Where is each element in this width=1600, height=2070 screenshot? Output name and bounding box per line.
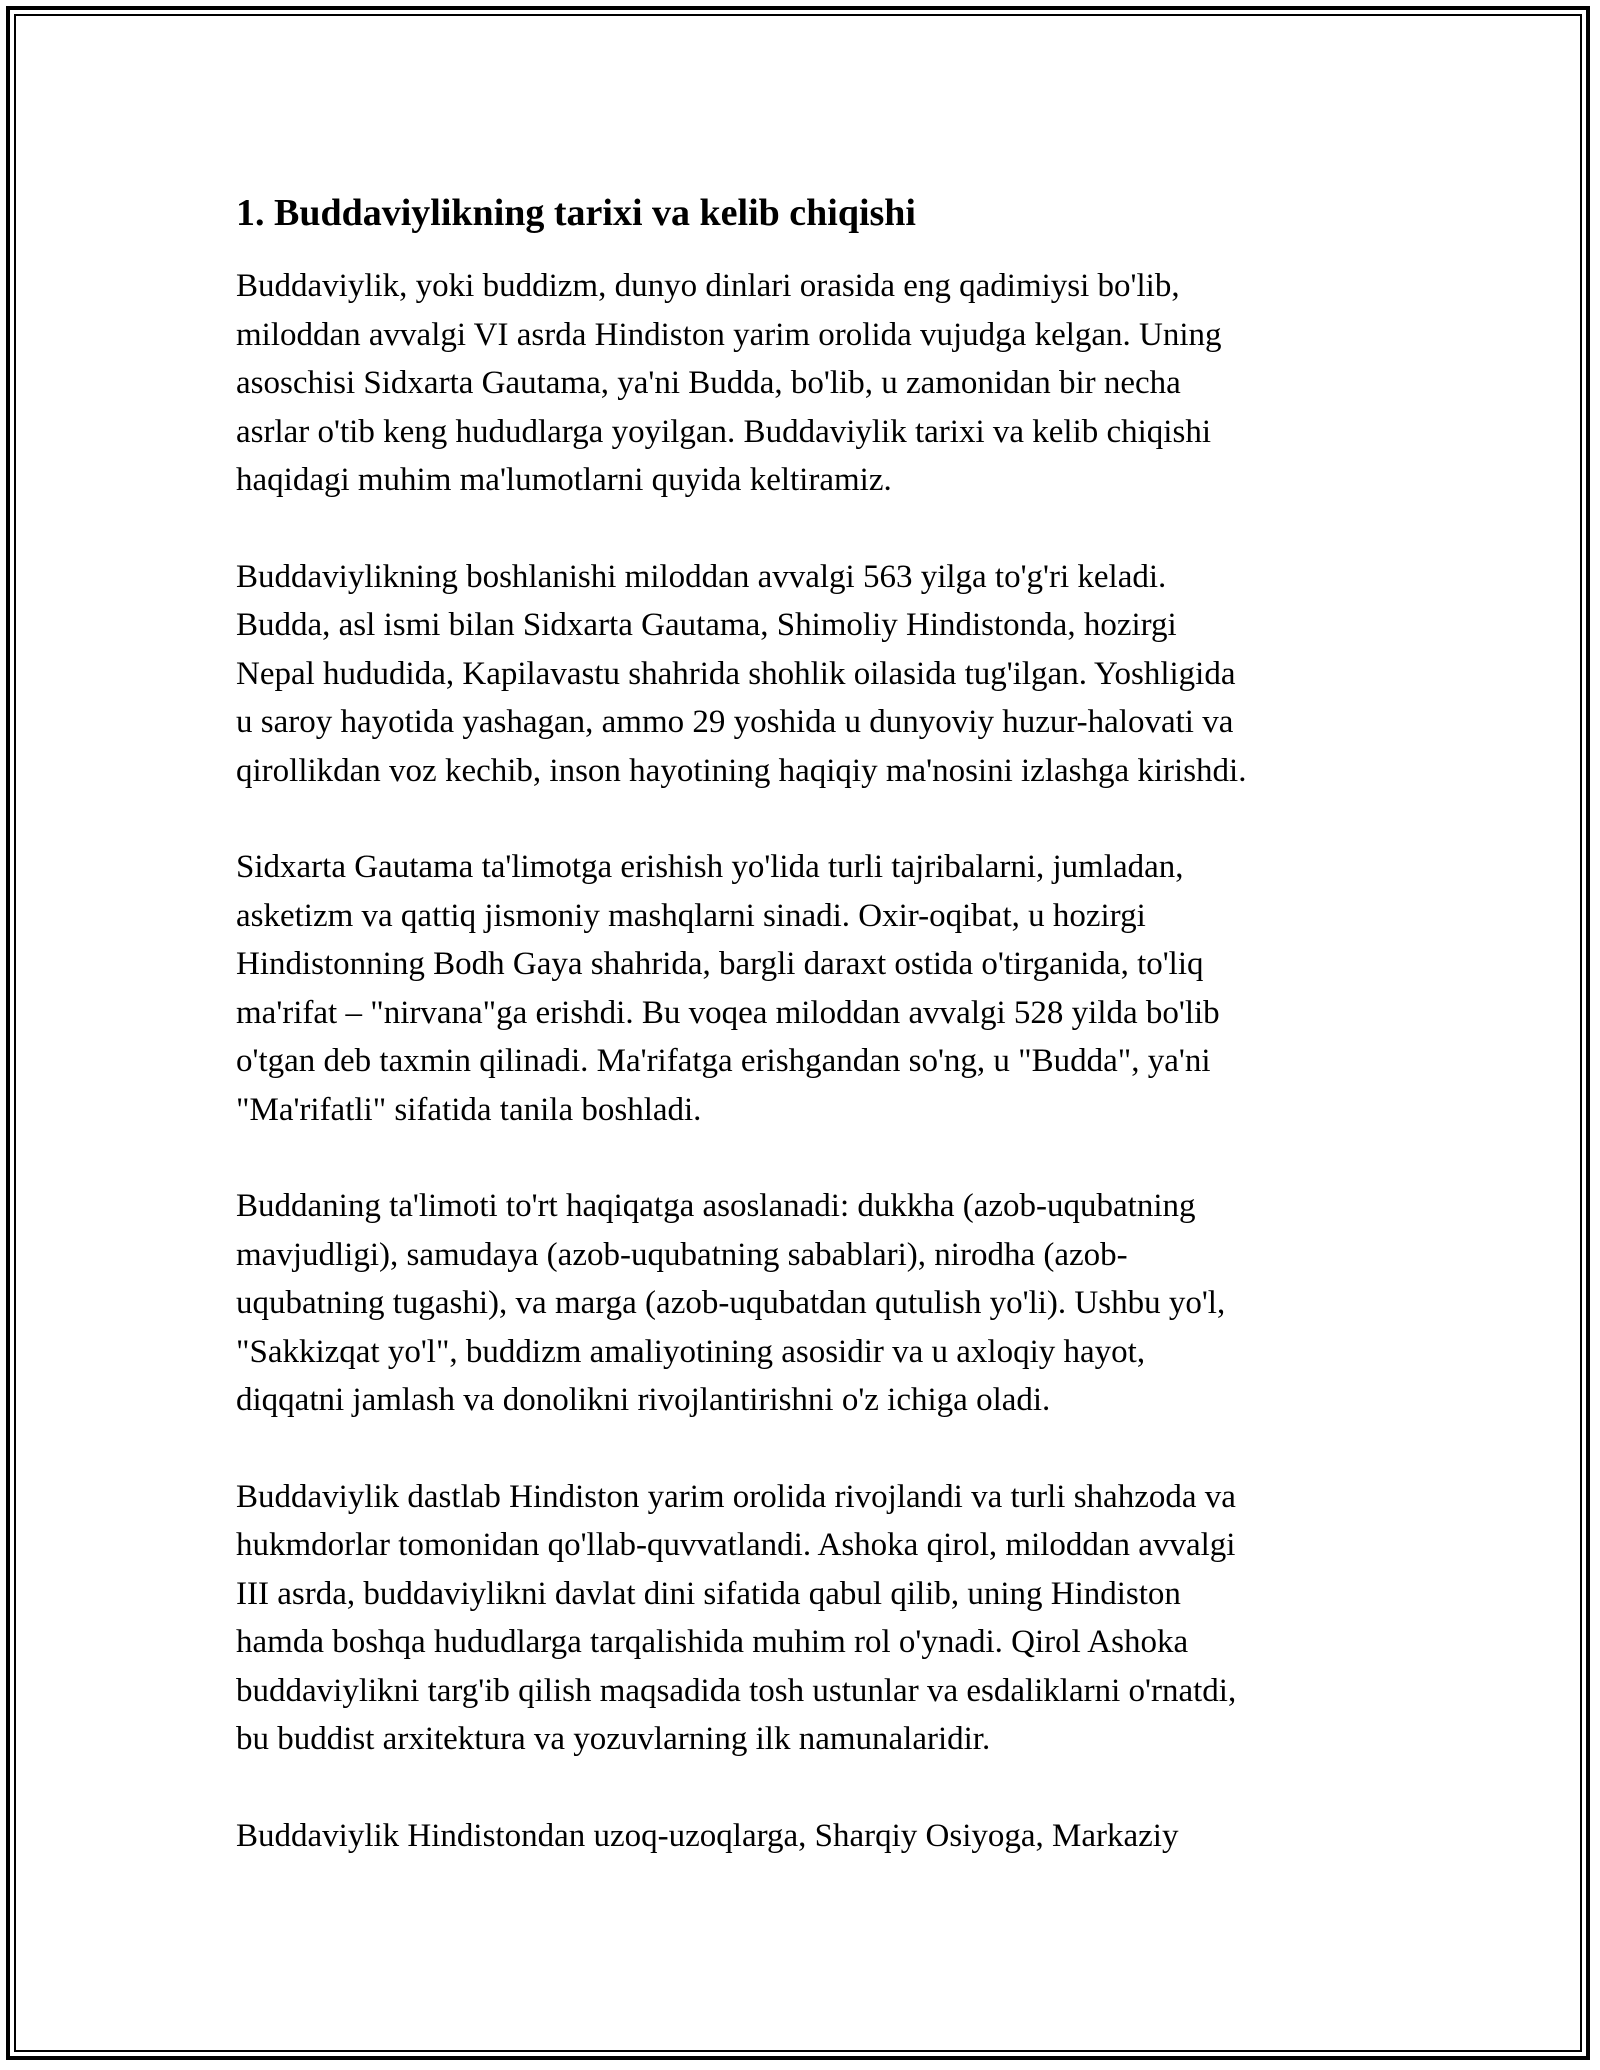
text-line: Budda, asl ismi bilan Sidxarta Gautama, Shimoliy Hindistonda, hozirgi: [236, 607, 1177, 643]
paragraph-expansion: [236, 1812, 1386, 1861]
text-line: buddaviylikni targ'ib qilish maqsadida tosh ustunlar va esdaliklarni o'rnatdi,: [236, 1672, 1237, 1709]
text-line: Nepal hududida, Kapilavastu shahrida shohlik oilasida tug'ilgan. Yoshligida: [236, 655, 1236, 692]
text-line: bu buddist arxitektura va yozuvlarning ilk namunalaridir.: [236, 1721, 991, 1757]
text-line: u saroy hayotida yashagan, ammo 29 yoshida u dunyoviy huzur-halovati va: [236, 704, 1234, 740]
paragraph-enlightenment: [236, 843, 1386, 1134]
document-body: [236, 186, 1386, 1908]
text-line: "Sakkizqat yo'l", buddizm amaliyotining asosidir va u axloqiy hayot,: [236, 1333, 1146, 1370]
text-line: "Ma'rifatli" sifatida tanila boshladi.: [236, 1091, 702, 1128]
text-line: o'tgan deb taxmin qilinadi. Ma'rifatga erishgandan so'ng, u "Budda", ya'ni: [236, 1043, 1211, 1079]
text-line: Buddaviylik Hindistondan uzoq-uzoqlarga, Sharqiy Osiyoga, Markaziy: [236, 1817, 1179, 1854]
paragraph-origin: [236, 553, 1386, 796]
text-line: Buddaviylik, yoki buddizm, dunyo dinlari orasida eng qadimiysi bo'lib,: [236, 268, 1180, 304]
paragraph-teachings: [236, 1182, 1386, 1425]
text-line: mavjudligi), samudaya (azob-uqubatning sabablari), nirodha (azob-: [236, 1236, 1128, 1273]
text-line: ma'rifat – "nirvana"ga erishdi. Bu voqea miloddan avvalgi 528 yilda bo'lib: [236, 994, 1220, 1031]
page-title: 1. Buddaviylikning tarixi va kelib chiqishi: [236, 192, 916, 234]
text-line: uqubatning tugashi), va marga (azob-uqubatdan qutulish yo'li). Ushbu yo'l,: [236, 1285, 1226, 1321]
paragraph-intro: [236, 262, 1386, 505]
text-line: Sidxarta Gautama ta'limotga erishish yo'lida turli tajribalarni, jumladan,: [236, 849, 1184, 885]
text-line: asoschisi Sidxarta Gautama, ya'ni Budda, bo'lib, u zamonidan bir necha: [236, 365, 1181, 401]
text-line: diqqatni jamlash va donolikni rivojlantirishni o'z ichiga oladi.: [236, 1382, 1051, 1418]
text-line: hamda boshqa hududlarga tarqalishida muhim rol o'ynadi. Qirol Ashoka: [236, 1624, 1189, 1660]
text-line: miloddan avvalgi VI asrda Hindiston yarim orolida vujudga kelgan. Uning: [236, 316, 1222, 353]
text-line: Buddaviylik dastlab Hindiston yarim orolida rivojlandi va turli shahzoda va: [236, 1478, 1236, 1515]
text-line: asketizm va qattiq jismoniy mashqlarni sinadi. Oxir-oqibat, u hozirgi: [236, 897, 1146, 934]
text-line: qirollikdan voz kechib, inson hayotining haqiqiy ma'nosini izlashga kirishdi.: [236, 752, 1247, 789]
text-line: Buddaning ta'limoti to'rt haqiqatga asoslanadi: dukkha (azob-uqubatning: [236, 1188, 1196, 1224]
text-line: asrlar o'tib keng hududlarga yoyilgan. Buddaviylik tarixi va kelib chiqishi: [236, 413, 1211, 450]
text-line: haqidagi muhim ma'lumotlarni quyida keltiramiz.: [236, 462, 892, 498]
text-line: Buddaviylikning boshlanishi miloddan avvalgi 563 yilga to'g'ri keladi.: [236, 558, 1167, 595]
text-line: III asrda, buddaviylikni davlat dini sifatida qabul qilib, uning Hindiston: [236, 1575, 1181, 1612]
text-line: Hindistonning Bodh Gaya shahrida, bargli daraxt ostida o'tirganida, to'liq: [236, 946, 1204, 982]
text-line: hukmdorlar tomonidan qo'llab-quvvatlandi. Ashoka qirol, miloddan avvalgi: [236, 1527, 1236, 1563]
paragraph-spread: [236, 1473, 1386, 1764]
